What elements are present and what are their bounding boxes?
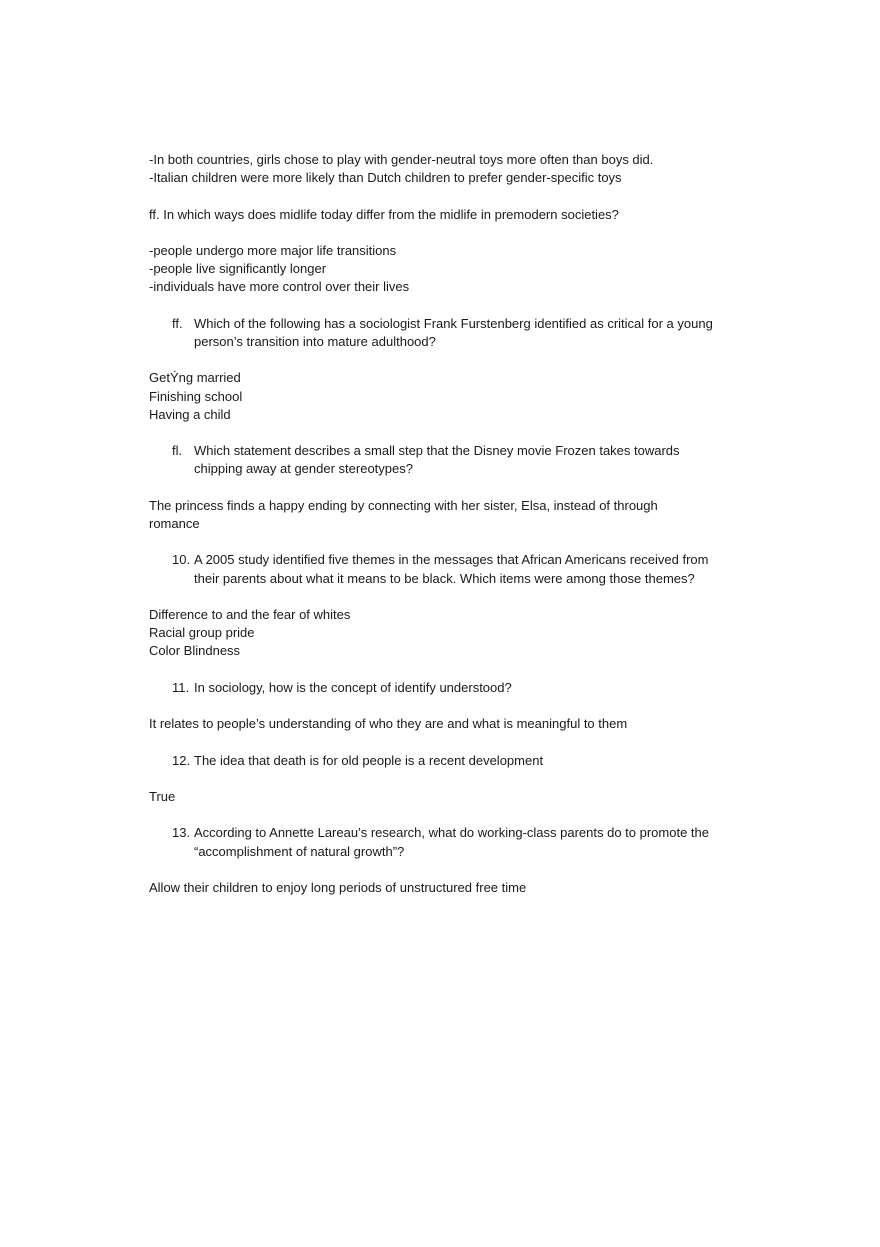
document-body	[149, 151, 739, 897]
question-text: A 2005 study identified five themes in the messages that African Americans received from their parents about what it means to be black. Which items were among those themes?	[194, 552, 709, 586]
answer-line: -people live significantly longer	[149, 261, 327, 277]
question-text: The idea that death is for old people is a recent development	[194, 752, 544, 768]
answer-line: Having a child	[149, 406, 231, 422]
answer-line: It relates to people’s understanding of who they are and what is meaningful to them	[149, 716, 628, 732]
question-10	[149, 551, 739, 587]
question-13	[149, 824, 739, 860]
answer-line: Difference to and the fear of whites	[149, 606, 351, 622]
answer-line: -Italian children were more likely than Dutch children to prefer gender-specific toys	[149, 170, 622, 186]
question-11	[149, 679, 739, 697]
question-12	[149, 752, 739, 770]
answer-line: Allow their children to enjoy long periods of unstructured free time	[149, 879, 527, 895]
answer-line: Color Blindness	[149, 643, 241, 659]
question-number: fl.	[172, 443, 183, 459]
question-number: 12.	[172, 752, 191, 768]
question-midlife: ff. In which ways does midlife today differ from the midlife in premodern societies?	[149, 206, 619, 222]
answer-line: Finishing school	[149, 388, 243, 404]
answer-line: The princess finds a happy ending by connecting with her sister, Elsa, instead of through romance	[149, 497, 658, 531]
answer-line: True	[149, 788, 176, 804]
question-furstenberg	[149, 315, 739, 351]
question-number: 13.	[172, 825, 191, 841]
question-text: According to Annette Lareau’s research, what do working-class parents do to promote the “accomplishment of natural growth”?	[194, 825, 709, 859]
question-number: 10.	[172, 552, 191, 568]
question-frozen	[149, 442, 739, 478]
question-number: ff.	[172, 315, 183, 331]
answer-line: -people undergo more major life transitions	[149, 242, 397, 258]
question-text: Which statement describes a small step that the Disney movie Frozen takes towards chipping away at gender stereotypes?	[194, 443, 680, 477]
question-text: Which of the following has a sociologist Frank Furstenberg identified as critical for a young person’s transition into mature adulthood?	[194, 315, 713, 349]
answer-line: -individuals have more control over their lives	[149, 279, 410, 295]
question-number: 11.	[172, 679, 190, 695]
question-text: In sociology, how is the concept of identify understood?	[194, 679, 512, 695]
answer-line: Racial group pride	[149, 625, 255, 641]
answer-line: GetÝng married	[149, 370, 241, 386]
answer-line: -In both countries, girls chose to play with gender-neutral toys more often than boys did.	[149, 152, 654, 167]
